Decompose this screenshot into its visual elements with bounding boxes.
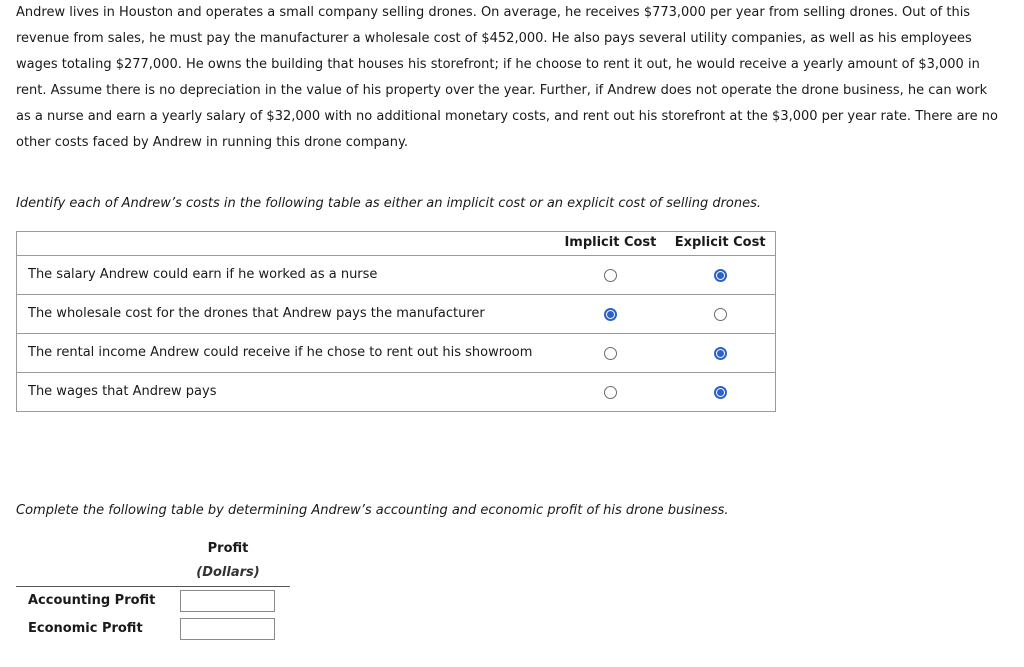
accounting-profit-label: Accounting Profit [28,593,156,608]
table-row [17,256,775,295]
accounting-profit-input[interactable] [180,590,275,612]
table-row [17,334,775,373]
cost-label-nurse-salary: The salary Andrew could earn if he worked as a nurse [28,266,378,282]
explicit-radio-rental-income[interactable] [714,347,727,360]
implicit-radio-wages[interactable] [604,386,617,399]
explicit-radio-nurse-salary[interactable] [714,269,727,282]
explicit-cost-header: Explicit Cost [674,235,766,250]
table-row [17,295,775,334]
table-row [17,373,775,411]
instruction-profit-table: Complete the following table by determining Andrew’s accounting and economic profit of his drone business. [16,503,729,518]
economic-profit-input[interactable] [180,618,275,640]
cost-label-wholesale: The wholesale cost for the drones that Andrew pays the manufacturer [28,305,485,321]
instruction-cost-table: Identify each of Andrew’s costs in the following table as either an implicit cost or an explicit cost of selling drones. [16,196,762,211]
cost-label-rental-income: The rental income Andrew could receive if he chose to rent out his showroom [28,344,533,360]
implicit-radio-rental-income[interactable] [604,347,617,360]
implicit-radio-nurse-salary[interactable] [604,269,617,282]
explicit-radio-wholesale[interactable] [714,308,727,321]
profit-table-divider [16,586,290,587]
explicit-radio-wages[interactable] [714,386,727,399]
implicit-radio-wholesale[interactable] [604,308,617,321]
header-spacer [17,232,556,255]
cost-classification-table [16,231,776,412]
profit-subheader: (Dollars) [196,565,260,580]
table-header [17,232,775,256]
implicit-cost-header: Implicit Cost [564,235,657,250]
cost-label-wages: The wages that Andrew pays [28,383,217,399]
problem-statement: Andrew lives in Houston and operates a small company selling drones. On average, he receives $773,000 per year from selling drones. Out of this revenue from sales, he must pay the manufacturer a wholesale cost of $452,000. He also pays several utility companies, as well as his employees wages totaling $277,000. He owns the building that houses his storefront; if he choose to rent it out, he would receive a yearly amount of $3,000 in rent. Assume there is no depreciation in the value of his property over the year. Further, if Andrew does not operate the drone business, he can work as a nurse and earn a yearly salary of $32,000 with no additional monetary costs, and rent out his storefront at the $3,000 per year rate. There are no other costs faced by Andrew in running this drone company. [16,5,998,150]
economic-profit-label: Economic Profit [28,621,143,636]
profit-header: Profit [207,541,249,556]
